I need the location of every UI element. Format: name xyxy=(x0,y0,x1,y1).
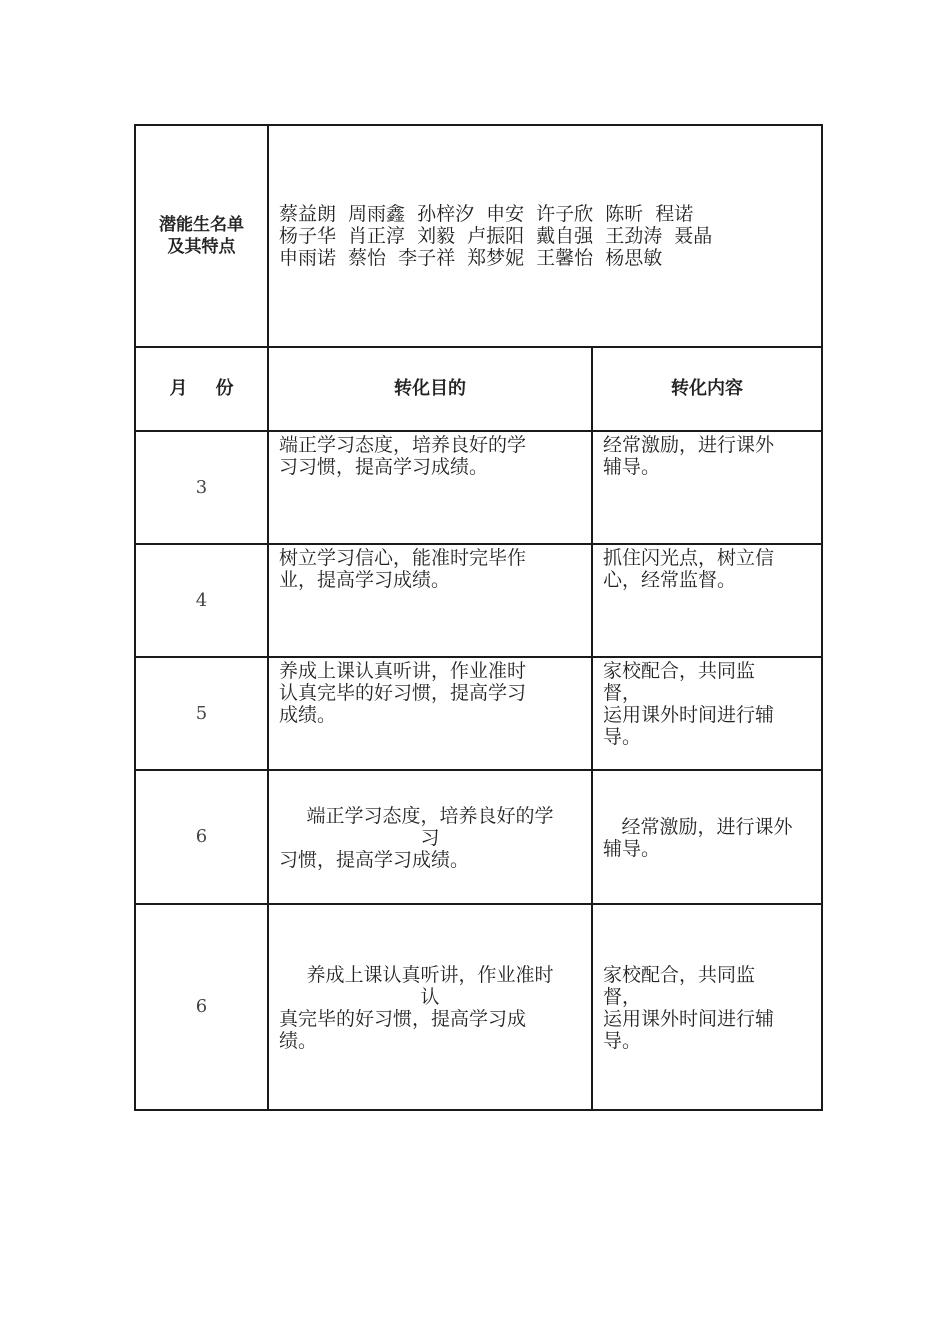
month-cell: 4 xyxy=(135,544,268,657)
goal-cell: 养成上课认真听讲，作业准时 认 真完毕的好习惯，提高学习成 绩。 xyxy=(268,904,592,1110)
table-row xyxy=(135,544,822,657)
content-cell: 家校配合，共同监 督， 运用课外时间进行辅 导。 xyxy=(592,904,822,1110)
names-label-cell xyxy=(135,125,268,347)
student-names-line: 杨子华 肖正淳 刘毅 卢振阳 戴自强 王劲涛 聂晶 xyxy=(279,225,713,247)
names-row xyxy=(135,125,822,347)
month-column-header: 月份 xyxy=(135,347,268,431)
column-header-row xyxy=(135,347,822,431)
month-cell: 3 xyxy=(135,431,268,544)
content-cell: 抓住闪光点，树立信 心，经常监督。 xyxy=(592,544,822,657)
names-label-line2: 及其特点 xyxy=(167,237,236,257)
content-cell: 经常激励，进行课外 辅导。 xyxy=(592,770,822,904)
student-names-line: 申雨诺 蔡怡 李子祥 郑梦妮 王馨怡 杨思敏 xyxy=(279,247,663,269)
names-label-line1: 潜能生名单 xyxy=(159,215,244,235)
table-row xyxy=(135,770,822,904)
goal-cell: 树立学习信心，能准时完毕作 业，提高学习成绩。 xyxy=(268,544,592,657)
goal-column-header: 转化目的 xyxy=(268,347,592,431)
goal-cell: 端正学习态度，培养良好的学 习习惯，提高学习成绩。 xyxy=(268,431,592,544)
student-names-cell xyxy=(268,125,822,347)
content-column-header: 转化内容 xyxy=(592,347,822,431)
table-row xyxy=(135,904,822,1110)
month-cell: 5 xyxy=(135,657,268,770)
content-cell: 经常激励，进行课外 辅导。 xyxy=(592,431,822,544)
month-cell: 6 xyxy=(135,904,268,1110)
goal-cell: 端正学习态度，培养良好的学 习 习惯，提高学习成绩。 xyxy=(268,770,592,904)
table-row xyxy=(135,657,822,770)
student-transformation-table xyxy=(134,124,823,1111)
goal-cell: 养成上课认真听讲，作业准时 认真完毕的好习惯，提高学习 成绩。 xyxy=(268,657,592,770)
table-row xyxy=(135,431,822,544)
student-names-line: 蔡益朗 周雨鑫 孙梓汐 申安 许子欣 陈昕 程诺 xyxy=(279,203,694,225)
content-cell: 家校配合，共同监 督， 运用课外时间进行辅 导。 xyxy=(592,657,822,770)
month-cell: 6 xyxy=(135,770,268,904)
